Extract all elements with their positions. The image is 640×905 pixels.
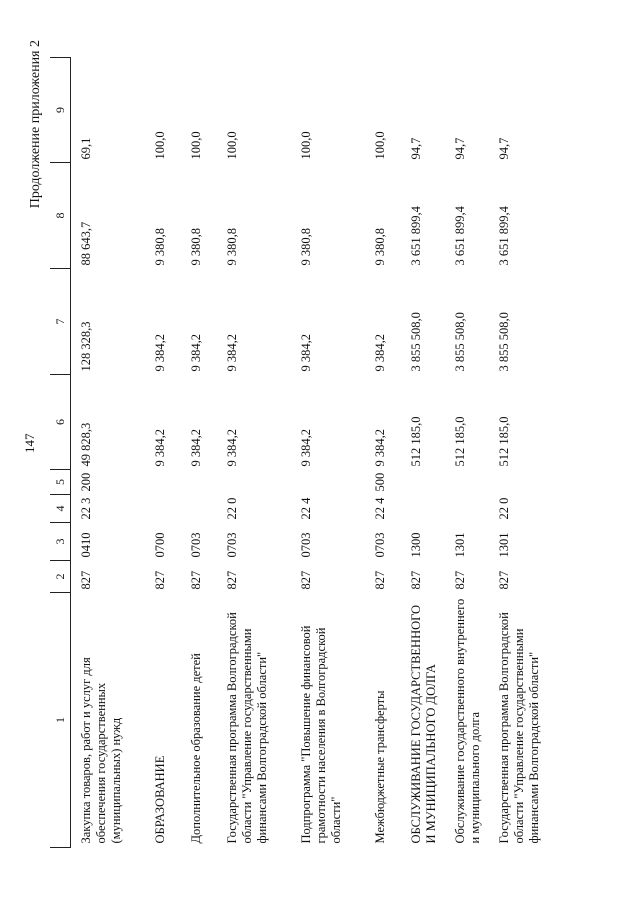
page-number: 147	[22, 433, 37, 453]
cell-c5	[217, 470, 291, 495]
cell-c4: 22 0	[225, 497, 239, 520]
cell-c9: 94,7	[453, 137, 467, 160]
table-row	[401, 58, 445, 848]
cell-c4	[401, 495, 445, 523]
cell-c8: 9 380,8	[189, 228, 203, 266]
cell-c6: 512 185,0	[497, 416, 511, 467]
cell-c9: 100,0	[299, 131, 313, 160]
col-header-2: 2	[50, 561, 71, 593]
col-header-8: 8	[50, 163, 71, 269]
cell-c6: 9 384,2	[299, 429, 313, 467]
cell-c2: 827	[225, 570, 239, 590]
cell-c4: 22 4	[299, 497, 313, 520]
row-name: Закупка товаров, работ и услуг для обеспечения государственных (муниципальных) нужд	[79, 657, 123, 844]
cell-c4: 22 4	[373, 497, 387, 520]
cell-c3: 0410	[79, 532, 93, 558]
cell-c7: 128 328,3	[79, 321, 93, 372]
cell-c5	[145, 470, 181, 495]
cell-c5	[181, 470, 217, 495]
cell-c8: 9 380,8	[153, 228, 167, 266]
cell-c5: 500	[373, 472, 387, 492]
cell-c3: 0703	[299, 532, 313, 558]
row-name: Дополнительное образование детей	[189, 653, 203, 844]
cell-c7: 9 384,2	[153, 334, 167, 372]
cell-c9: 94,7	[409, 137, 423, 160]
cell-c4	[445, 495, 489, 523]
cell-c5	[401, 470, 445, 495]
cell-c5	[489, 470, 563, 495]
cell-c2: 827	[453, 570, 467, 590]
cell-c2: 827	[409, 570, 423, 590]
cell-c8: 3 651 899,4	[409, 206, 423, 266]
cell-c8: 9 380,8	[299, 228, 313, 266]
row-name: Государственная программа Волгоградской области "Управление государственными финансами Волгоградской области"	[497, 612, 541, 844]
cell-c9: 100,0	[225, 131, 239, 160]
cell-c4	[145, 495, 181, 523]
cell-c6: 9 384,2	[225, 429, 239, 467]
cell-c3: 0700	[153, 532, 167, 558]
cell-c6: 512 185,0	[453, 416, 467, 467]
row-name: Подпрограмма "Повышение финансовой грамотности населения в Волгоградской области"	[299, 625, 343, 844]
cell-c6: 49 828,3	[79, 422, 93, 467]
table-row	[217, 58, 291, 848]
cell-c4	[181, 495, 217, 523]
cell-c9: 94,7	[497, 137, 511, 160]
cell-c9: 69,1	[79, 137, 93, 160]
cell-c3: 1300	[409, 532, 423, 558]
cell-c9: 100,0	[189, 131, 203, 160]
cell-c2: 827	[79, 570, 93, 590]
table-row	[291, 58, 365, 848]
cell-c7: 3 855 508,0	[453, 312, 467, 372]
cell-c8: 3 651 899,4	[497, 206, 511, 266]
cell-c6: 9 384,2	[373, 429, 387, 467]
cell-c5	[445, 470, 489, 495]
col-header-4: 4	[50, 495, 71, 523]
cell-c9: 100,0	[373, 131, 387, 160]
cell-c7: 9 384,2	[189, 334, 203, 372]
table-row	[145, 58, 181, 848]
cell-c2: 827	[299, 570, 313, 590]
cell-c3: 0703	[225, 532, 239, 558]
cell-c4: 22 3	[79, 497, 93, 520]
cell-c8: 3 651 899,4	[453, 206, 467, 266]
col-header-7: 7	[50, 269, 71, 375]
continuation-label: Продолжение приложения 2	[28, 40, 43, 209]
row-name: ОБРАЗОВАНИЕ	[153, 755, 167, 844]
row-name: Обслуживание государственного внутреннего и муниципального долга	[453, 598, 482, 844]
col-header-5: 5	[50, 470, 71, 495]
cell-c3: 1301	[497, 532, 511, 558]
table-row	[489, 58, 563, 848]
cell-c4: 22 0	[497, 497, 511, 520]
cell-c2: 827	[373, 570, 387, 590]
col-header-3: 3	[50, 523, 71, 561]
cell-c2: 827	[189, 570, 203, 590]
col-header-9: 9	[50, 58, 71, 163]
col-header-6: 6	[50, 375, 71, 470]
cell-c8: 9 380,8	[373, 228, 387, 266]
cell-c5	[291, 470, 365, 495]
cell-c9: 100,0	[153, 131, 167, 160]
cell-c8: 88 643,7	[79, 221, 93, 266]
cell-c8: 9 380,8	[225, 228, 239, 266]
cell-c3: 0703	[189, 532, 203, 558]
cell-c7: 3 855 508,0	[409, 312, 423, 372]
budget-table	[50, 57, 563, 848]
cell-c6: 512 185,0	[409, 416, 423, 467]
cell-c5: 200	[79, 472, 93, 492]
table-row	[181, 58, 217, 848]
table-header-row	[50, 58, 71, 848]
row-name: ОБСЛУЖИВАНИЕ ГОСУДАРСТВЕННОГО И МУНИЦИПАЛЬНОГО ДОЛГА	[409, 604, 438, 844]
cell-c7: 9 384,2	[299, 334, 313, 372]
row-name: Межбюджетные трансферты	[373, 690, 387, 844]
cell-c7: 3 855 508,0	[497, 312, 511, 372]
table-row	[71, 58, 146, 848]
table-row	[365, 58, 401, 848]
cell-c6: 9 384,2	[189, 429, 203, 467]
cell-c7: 9 384,2	[225, 334, 239, 372]
cell-c3: 1301	[453, 532, 467, 558]
table-row	[445, 58, 489, 848]
col-header-1: 1	[50, 593, 71, 848]
cell-c7: 9 384,2	[373, 334, 387, 372]
row-name: Государственная программа Волгоградской области "Управление государственными финансами Волгоградской области"	[225, 612, 269, 844]
cell-c6: 9 384,2	[153, 429, 167, 467]
cell-c2: 827	[153, 570, 167, 590]
cell-c2: 827	[497, 570, 511, 590]
cell-c3: 0703	[373, 532, 387, 558]
